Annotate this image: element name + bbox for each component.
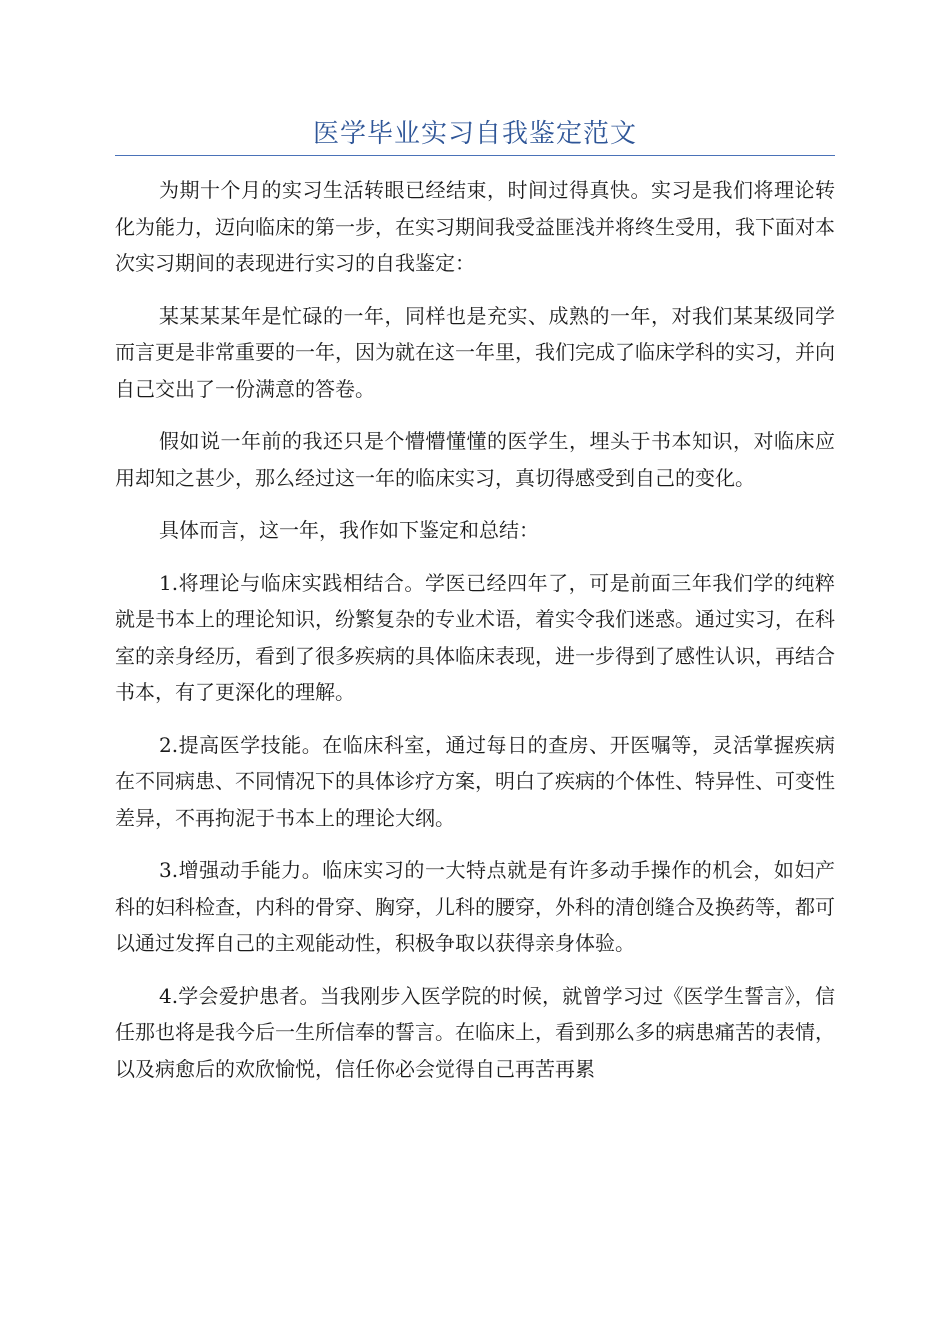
paragraph-point-3: 3.增强动手能力。临床实习的一大特点就是有许多动手操作的机会，如妇产科的妇科检查，内科的骨穿、胸穿，儿科的腰穿，外科的清创缝合及换药等，都可以通过发挥自己的主观能动性，积极争取以获得亲身体验。 <box>115 858 835 955</box>
paragraph-change: 假如说一年前的我还只是个懵懵懂懂的医学生，埋头于书本知识，对临床应用却知之甚少，那么经过这一年的临床实习，真切得感受到自己的变化。 <box>115 429 835 490</box>
title-underline <box>115 155 835 156</box>
paragraph-conclusion-lead: 具体而言，这一年，我作如下鉴定和总结： <box>159 518 539 542</box>
paragraph-year-summary: 某某某某年是忙碌的一年，同样也是充实、成熟的一年，对我们某某级同学而言更是非常重要的一年，因为就在这一年里，我们完成了临床学科的实习，并向自己交出了一份满意的答卷。 <box>115 303 835 401</box>
paragraph-point-1: 1.将理论与临床实践相结合。学医已经四年了，可是前面三年我们学的纯粹就是书本上的理论知识，纷繁复杂的专业术语，着实令我们迷惑。通过实习，在科室的亲身经历，看到了很多疾病的具体临床表现，进一步得到了感性认识，再结合书本，有了更深化的理解。 <box>115 570 835 704</box>
paragraph-intro: 为期十个月的实习生活转眼已经结束，时间过得真快。实习是我们将理论转化为能力，迈向临床的第一步，在实习期间我受益匪浅并将终生受用，我下面对本次实习期间的表现进行实习的自我鉴定： <box>115 178 835 275</box>
document-body <box>115 172 835 1103</box>
document-title: 医学毕业实习自我鉴定范文 <box>312 119 637 149</box>
paragraph-point-2: 2.提高医学技能。在临床科室，通过每日的查房、开医嘱等，灵活掌握疾病在不同病患、不同情况下的具体诊疗方案，明白了疾病的个体性、特异性、可变性差异，不再拘泥于书本上的理论大纲。 <box>115 732 835 830</box>
paragraph-point-4: 4.学会爱护患者。当我刚步入医学院的时候，就曾学习过《医学生誓言》，信任那也将是我今后一生所信奉的誓言。在临床上，看到那么多的病患痛苦的表情，以及病愈后的欢欣愉悦，信任你必会觉得自己再苦再累 <box>115 983 835 1081</box>
